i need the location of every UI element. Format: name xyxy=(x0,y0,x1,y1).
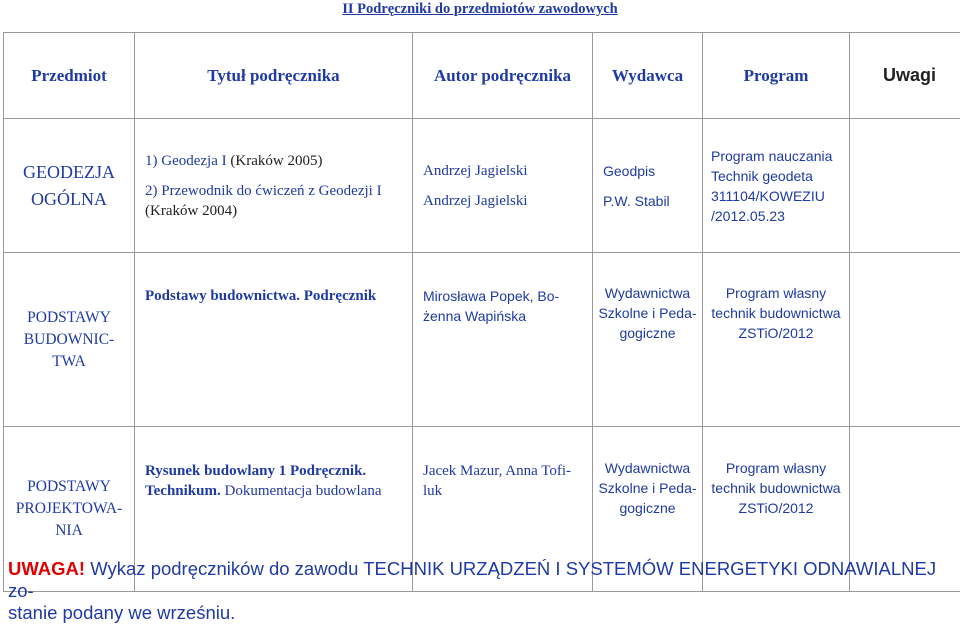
subject-line: OGÓLNA xyxy=(4,186,134,213)
program-line: technik budownictwa xyxy=(703,478,849,498)
program-line: Technik geodeta xyxy=(711,166,849,186)
notes-cell xyxy=(850,119,960,253)
author-cell xyxy=(413,119,593,253)
publisher-line: gogiczne xyxy=(593,323,702,343)
publisher-line: gogiczne xyxy=(593,498,702,518)
subject-line: GEODEZJA xyxy=(4,159,134,186)
publisher-line: Geodpis xyxy=(603,161,702,181)
subject-line: PODSTAWY xyxy=(4,476,134,498)
author-cell xyxy=(413,253,593,427)
title-line xyxy=(145,481,412,501)
program-cell xyxy=(703,119,850,253)
program-cell xyxy=(703,253,850,427)
title-line: Podstawy budownictwa. Podręcznik xyxy=(145,286,412,306)
program-line: Program nauczania xyxy=(711,146,849,166)
subject-line: TWA xyxy=(4,351,134,373)
header-uwagi: Uwagi xyxy=(850,33,960,119)
publisher-line: Wydawnictwa xyxy=(593,458,702,478)
notes-cell xyxy=(850,253,960,427)
title-detail: (Kraków 2005) xyxy=(227,153,323,169)
program-line: Program własny xyxy=(703,458,849,478)
subject-line: NIA xyxy=(4,520,134,542)
subject-cell xyxy=(4,119,135,253)
program-line: ZSTiO/2012 xyxy=(703,323,849,343)
textbook-table xyxy=(3,32,960,592)
table-row xyxy=(4,119,960,253)
title-line xyxy=(145,151,412,171)
title-detail: (Kraków 2004) xyxy=(145,201,412,221)
author-line: luk xyxy=(423,481,592,501)
table-row xyxy=(4,253,960,427)
author-line: Andrzej Jagielski xyxy=(423,161,592,181)
subject-line: PODSTAWY xyxy=(4,307,134,329)
header-program: Program xyxy=(703,33,850,119)
warning-text: Wykaz podręczników do zawodu TECHNIK URZĄDZEŃ I SYSTEMÓW ENERGETYKI ODNAWIALNEJ zo- xyxy=(8,558,936,601)
title-line: Rysunek budowlany 1 Podręcznik. xyxy=(145,461,412,481)
subject-line: BUDOWNIC- xyxy=(4,329,134,351)
title-line: 2) Przewodnik do ćwiczeń z Geodezji I xyxy=(145,181,412,201)
subject-cell xyxy=(4,253,135,427)
title-detail: Dokumentacja budowlana xyxy=(221,483,382,499)
header-przedmiot: Przedmiot xyxy=(4,33,135,119)
publisher-line: Szkolne i Peda- xyxy=(593,303,702,323)
page-title xyxy=(0,0,960,18)
publisher-line: P.W. Stabil xyxy=(603,191,702,211)
program-line: 311104/KOWEZIU xyxy=(711,186,849,206)
warning-note xyxy=(8,558,958,624)
program-line: /2012.05.23 xyxy=(711,206,849,226)
author-line: Andrzej Jagielski xyxy=(423,191,592,211)
warning-label: UWAGA! xyxy=(8,558,85,579)
title-number: 1) Geodezja I xyxy=(145,153,227,169)
program-line: ZSTiO/2012 xyxy=(703,498,849,518)
publisher-cell xyxy=(593,119,703,253)
page-title-text: II Podręczniki do przedmiotów zawodowych xyxy=(342,1,618,17)
publisher-cell xyxy=(593,253,703,427)
author-line: Jacek Mazur, Anna Tofi- xyxy=(423,461,592,481)
author-line: żenna Wapińska xyxy=(423,306,592,326)
program-line: technik budownictwa xyxy=(703,303,849,323)
title-cell xyxy=(135,119,413,253)
publisher-line: Wydawnictwa xyxy=(593,283,702,303)
header-wydawca: Wydawca xyxy=(593,33,703,119)
title-cell xyxy=(135,253,413,427)
author-line: Mirosława Popek, Bo- xyxy=(423,286,592,306)
title-bold: Technikum. xyxy=(145,483,221,499)
table-header-row xyxy=(4,33,960,119)
program-line: Program własny xyxy=(703,283,849,303)
header-autor: Autor podręcznika xyxy=(413,33,593,119)
warning-text-continued: stanie podany we wrześniu. xyxy=(8,602,235,623)
header-tytul: Tytuł podręcznika xyxy=(135,33,413,119)
subject-line: PROJEKTOWA- xyxy=(4,498,134,520)
publisher-line: Szkolne i Peda- xyxy=(593,478,702,498)
